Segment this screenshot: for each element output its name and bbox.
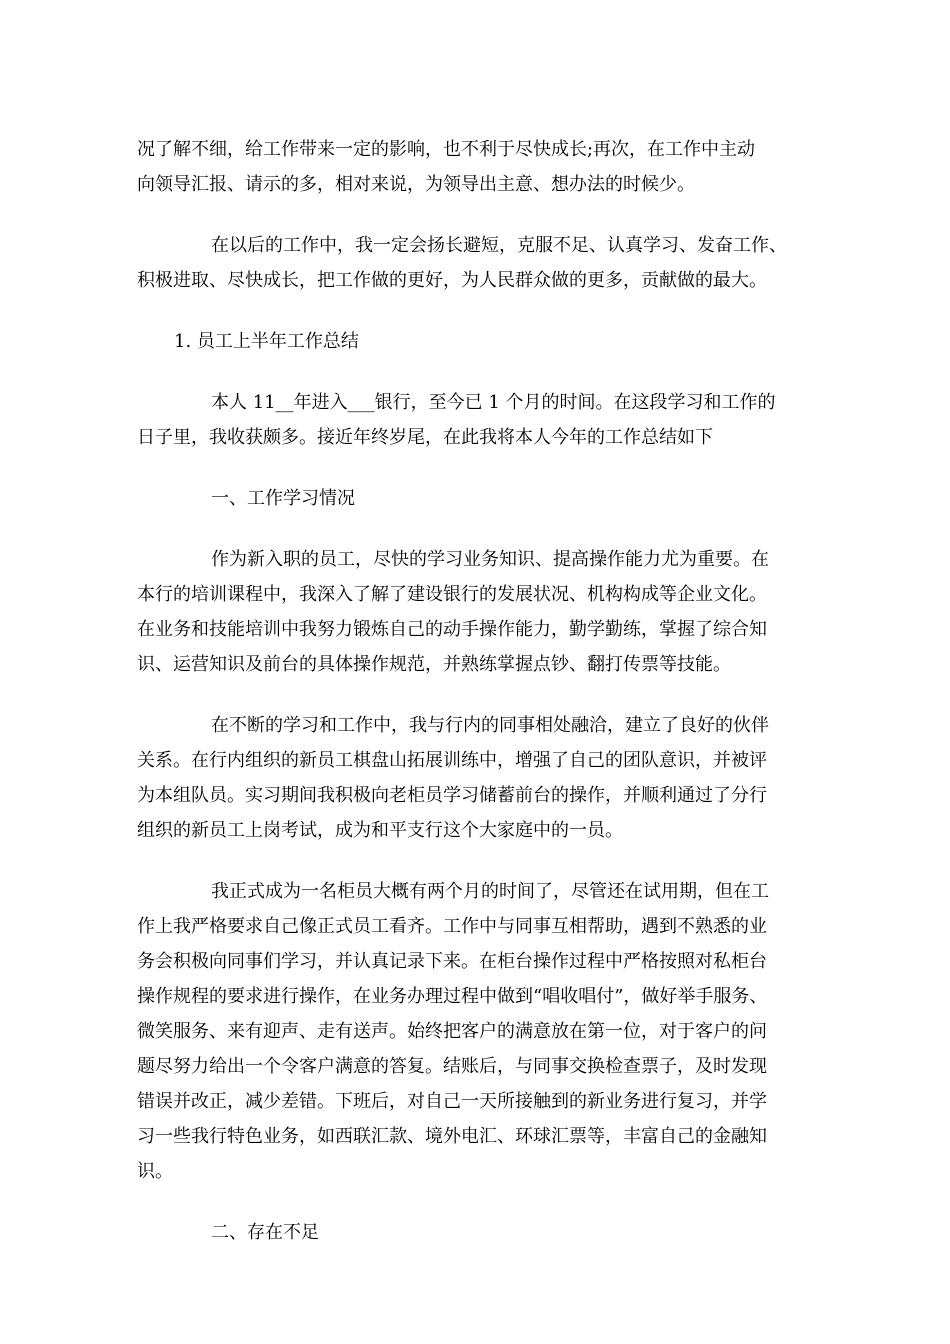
text-line: 操作规程的要求进行操作，在业务办理过程中做到“唱收唱付”，做好举手服务、 [137, 986, 768, 1007]
text-line: 作为新入职的员工，尽快的学习业务知识、提高操作能力尤为重要。在 [211, 549, 769, 570]
text-line: 日子里，我收获颇多。接近年终岁尾，在此我将本人今年的工作总结如下 [137, 427, 713, 448]
text-line: 务会积极向同事们学习，并认真记录下来。在柜台操作过程中严格按照对私柜台 [137, 951, 767, 972]
paragraph-intro [137, 385, 813, 455]
text-line: 向领导汇报、请示的多，相对来说，为领导出主意、想办法的时候少。 [137, 174, 695, 195]
text-line: 习一些我行特色业务，如西联汇款、境外电汇、环球汇票等，丰富自己的金融知 [137, 1126, 767, 1147]
numbered-heading [137, 324, 813, 359]
text-line: 作上我严格要求自己像正式员工看齐。工作中与同事互相帮助，遇到不熟悉的业 [137, 916, 767, 937]
paragraph-colleagues [137, 708, 813, 848]
text-line: 在业务和技能培训中我努力锻炼自己的动手操作能力，勤学勤练，掌握了综合知 [137, 619, 767, 640]
heading-text: 一、工作学习情况 [211, 488, 355, 509]
text-line: 组织的新员工上岗考试，成为和平支行这个大家庭中的一员。 [137, 820, 623, 841]
text-line: 本行的培训课程中，我深入了解了建设银行的发展状况、机构构成等企业文化。 [137, 584, 767, 605]
heading-text: 1. 员工上半年工作总结 [174, 331, 359, 352]
text-line: 错误并改正，减少差错。下班后，对自己一天所接触到的新业务进行复习，并学 [137, 1091, 767, 1112]
text-line: 在不断的学习和工作中，我与行内的同事相处融洽，建立了良好的伙伴 [211, 715, 769, 736]
text-line: 识、运营知识及前台的具体操作规范，并熟练掌握点钞、翻打传票等技能。 [137, 654, 731, 675]
text-line: 在以后的工作中，我一定会扬长避短，克服不足、认真学习、发奋工作、 [211, 235, 787, 256]
section-heading-shortcomings [137, 1215, 813, 1250]
paragraph-continuation [137, 132, 813, 202]
text-line: 关系。在行内组织的新员工棋盘山拓展训练中，增强了自己的团队意识，并被评 [137, 750, 767, 771]
text-line: 积极进取、尽快成长，把工作做的更好，为人民群众做的更多，贡献做的最大。 [137, 270, 767, 291]
text-line: 我正式成为一名柜员大概有两个月的时间了，尽管还在试用期，但在工 [211, 881, 769, 902]
paragraph-commitment [137, 228, 813, 298]
text-line: 况了解不细，给工作带来一定的影响，也不利于尽快成长;再次，在工作中主动 [137, 139, 756, 160]
document-page [137, 132, 813, 1250]
text-line: 微笑服务、来有迎声、走有送声。始终把客户的满意放在第一位，对于客户的问 [137, 1021, 767, 1042]
paragraph-training [137, 542, 813, 682]
text-line: 本人 11__年进入___银行，至今已 1 个月的时间。在这段学习和工作的 [211, 392, 776, 413]
text-line: 识。 [137, 1161, 173, 1182]
text-line: 题尽努力给出一个令客户满意的答复。结账后，与同事交换检查票子，及时发现 [137, 1056, 767, 1077]
heading-text: 二、存在不足 [211, 1222, 319, 1243]
text-line: 为本组队员。实习期间我积极向老柜员学习储蓄前台的操作，并顺利通过了分行 [137, 785, 767, 806]
paragraph-teller-work [137, 874, 813, 1189]
section-heading-study [137, 481, 813, 516]
